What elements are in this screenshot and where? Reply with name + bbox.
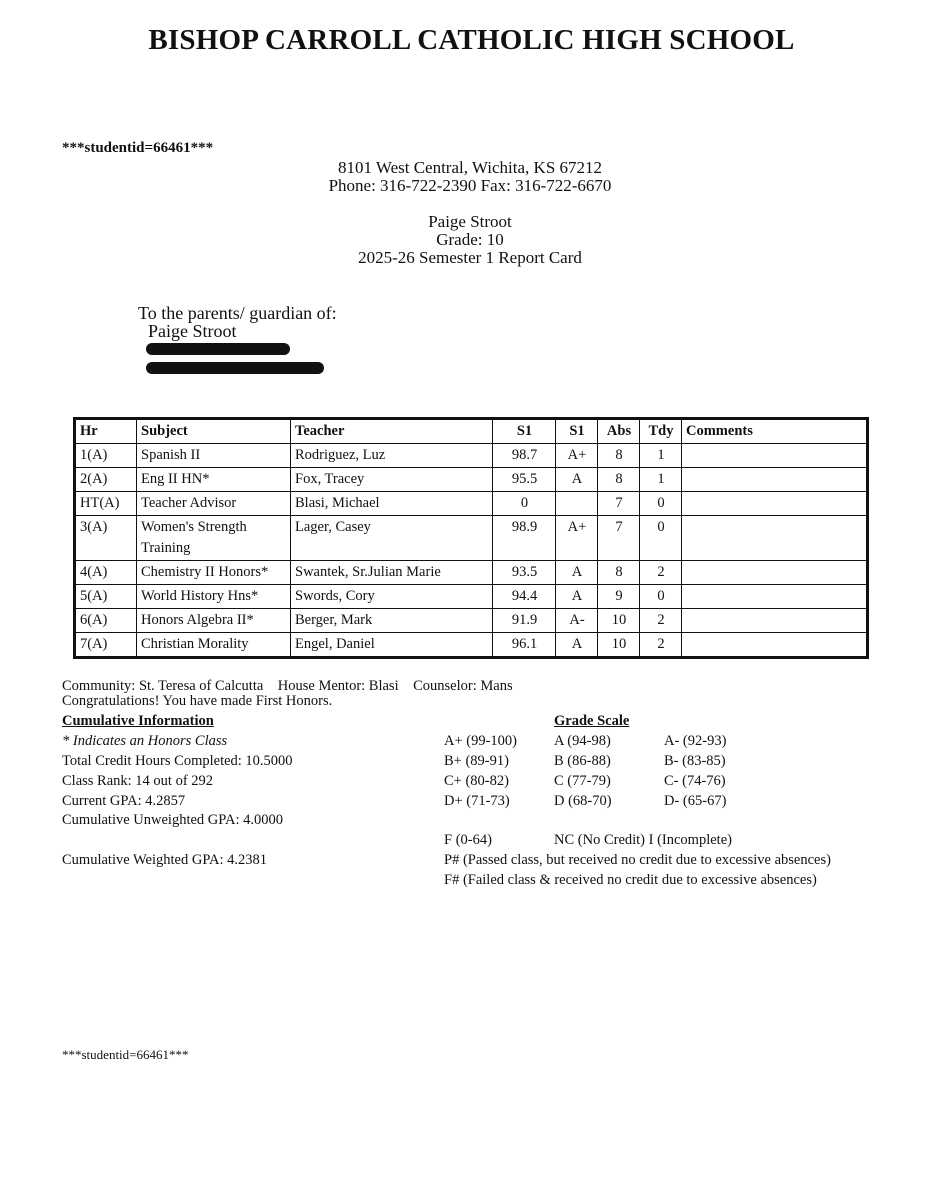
cell-letter: A xyxy=(556,633,598,658)
scale-cell: C+ (80-82) xyxy=(444,773,509,789)
cell-tardies: 2 xyxy=(640,609,682,633)
scale-cell: D+ (71-73) xyxy=(444,793,510,809)
cell-letter: A xyxy=(556,468,598,492)
cell-score: 96.1 xyxy=(493,633,556,658)
cell-comments xyxy=(682,585,868,609)
scale-cell: B+ (89-91) xyxy=(444,753,509,769)
cell-score: 0 xyxy=(493,492,556,516)
cell-comments xyxy=(682,561,868,585)
header-s1-letter: S1 xyxy=(556,419,598,444)
table-row xyxy=(75,444,868,468)
cell-score: 98.9 xyxy=(493,516,556,561)
unweighted-gpa: Cumulative Unweighted GPA: 4.0000 xyxy=(62,812,283,828)
honors-congrats: Congratulations! You have made First Honors. xyxy=(62,693,333,709)
cell-subject: Spanish II xyxy=(137,444,291,468)
header-hr: Hr xyxy=(75,419,137,444)
cell-teacher: Rodriguez, Luz xyxy=(291,444,493,468)
scale-cell: A- (92-93) xyxy=(664,733,727,749)
cell-absences: 10 xyxy=(598,633,640,658)
header-subject: Subject xyxy=(137,419,291,444)
credit-hours: Total Credit Hours Completed: 10.5000 xyxy=(62,753,293,769)
cell-hr: 2(A) xyxy=(75,468,137,492)
recipient-heading: To the parents/ guardian of: xyxy=(138,303,337,323)
community-line: Community: St. Teresa of Calcutta House Mentor: Blasi Counselor: Mans xyxy=(62,678,513,694)
header-absences: Abs xyxy=(598,419,640,444)
cell-score: 91.9 xyxy=(493,609,556,633)
cell-letter xyxy=(556,492,598,516)
cell-score: 98.7 xyxy=(493,444,556,468)
grade-scale-heading: Grade Scale xyxy=(554,713,630,729)
cell-absences: 10 xyxy=(598,609,640,633)
cell-score: 95.5 xyxy=(493,468,556,492)
school-name: BISHOP CARROLL CATHOLIC HIGH SCHOOL xyxy=(148,24,795,56)
cell-hr: 3(A) xyxy=(75,516,137,561)
cell-tardies: 0 xyxy=(640,516,682,561)
grades-table xyxy=(73,417,869,659)
cell-absences: 8 xyxy=(598,444,640,468)
cell-tardies: 2 xyxy=(640,561,682,585)
student-name: Paige Stroot xyxy=(428,212,512,231)
table-row xyxy=(75,585,868,609)
cell-teacher: Engel, Daniel xyxy=(291,633,493,658)
cell-teacher: Swords, Cory xyxy=(291,585,493,609)
current-gpa: Current GPA: 4.2857 xyxy=(62,793,186,809)
scale-cell: A+ (99-100) xyxy=(444,733,518,749)
cell-subject: Chemistry II Honors* xyxy=(137,561,291,585)
cell-comments xyxy=(682,609,868,633)
cell-comments xyxy=(682,492,868,516)
cell-hr: HT(A) xyxy=(75,492,137,516)
cell-subject: Christian Morality xyxy=(137,633,291,658)
cell-letter: A+ xyxy=(556,516,598,561)
table-row xyxy=(75,468,868,492)
address-line-1: 8101 West Central, Wichita, KS 67212 xyxy=(337,158,603,177)
scale-cell: B (86-88) xyxy=(554,753,611,769)
report-term: 2025-26 Semester 1 Report Card xyxy=(358,248,582,267)
header-teacher: Teacher xyxy=(291,419,493,444)
cell-subject: World History Hns* xyxy=(137,585,291,609)
student-grade: Grade: 10 xyxy=(436,230,504,249)
cell-teacher: Blasi, Michael xyxy=(291,492,493,516)
student-id-top: ***studentid=66461*** xyxy=(62,140,214,156)
cell-letter: A xyxy=(556,561,598,585)
cell-subject: Honors Algebra II* xyxy=(137,609,291,633)
cell-letter: A- xyxy=(556,609,598,633)
cell-absences: 8 xyxy=(598,468,640,492)
scale-f-hash: F# (Failed class & received no credit due to excessive absences) xyxy=(444,872,817,888)
recipient-block xyxy=(138,304,337,340)
scale-cell: C (77-79) xyxy=(554,773,611,789)
cell-comments xyxy=(682,444,868,468)
scale-nc-incomplete: NC (No Credit) I (Incomplete) xyxy=(554,832,732,848)
address-phone-fax: Phone: 316-722-2390 Fax: 316-722-6670 xyxy=(328,176,612,195)
header-s1-score: S1 xyxy=(493,419,556,444)
cell-comments xyxy=(682,633,868,658)
cell-hr: 5(A) xyxy=(75,585,137,609)
header-tardies: Tdy xyxy=(640,419,682,444)
scale-cell: B- (83-85) xyxy=(664,753,726,769)
cell-hr: 1(A) xyxy=(75,444,137,468)
scale-cell: D- (65-67) xyxy=(664,793,727,809)
student-id-bottom: ***studentid=66461*** xyxy=(62,1047,189,1062)
cell-letter: A+ xyxy=(556,444,598,468)
redacted-address-line-1 xyxy=(146,343,290,355)
cell-score: 93.5 xyxy=(493,561,556,585)
redacted-address-line-2 xyxy=(146,362,324,374)
recipient-name: Paige Stroot xyxy=(148,321,237,341)
cell-comments xyxy=(682,468,868,492)
cell-comments xyxy=(682,516,868,561)
cell-hr: 4(A) xyxy=(75,561,137,585)
cell-hr: 6(A) xyxy=(75,609,137,633)
header-comments: Comments xyxy=(682,419,868,444)
table-row xyxy=(75,633,868,658)
cell-subject: Eng II HN* xyxy=(137,468,291,492)
cell-tardies: 2 xyxy=(640,633,682,658)
honors-note: * Indicates an Honors Class xyxy=(62,733,228,749)
cell-teacher: Swantek, Sr.Julian Marie xyxy=(291,561,493,585)
cell-absences: 7 xyxy=(598,492,640,516)
cell-score: 94.4 xyxy=(493,585,556,609)
scale-cell: D (68-70) xyxy=(554,793,612,809)
table-header-row xyxy=(75,419,868,444)
school-address xyxy=(230,159,710,195)
table-row xyxy=(75,492,868,516)
cell-tardies: 0 xyxy=(640,492,682,516)
cell-teacher: Lager, Casey xyxy=(291,516,493,561)
cell-hr: 7(A) xyxy=(75,633,137,658)
cumulative-heading: Cumulative Information xyxy=(62,713,214,729)
cell-teacher: Fox, Tracey xyxy=(291,468,493,492)
cell-letter: A xyxy=(556,585,598,609)
cell-tardies: 1 xyxy=(640,444,682,468)
cell-absences: 9 xyxy=(598,585,640,609)
table-row xyxy=(75,516,868,561)
scale-cell: C- (74-76) xyxy=(664,773,726,789)
cell-teacher: Berger, Mark xyxy=(291,609,493,633)
scale-cell: A (94-98) xyxy=(554,733,611,749)
table-row xyxy=(75,561,868,585)
cell-subject: Teacher Advisor xyxy=(137,492,291,516)
weighted-gpa: Cumulative Weighted GPA: 4.2381 xyxy=(62,852,268,868)
report-header xyxy=(230,213,710,267)
cell-tardies: 0 xyxy=(640,585,682,609)
class-rank: Class Rank: 14 out of 292 xyxy=(62,773,214,789)
cell-tardies: 1 xyxy=(640,468,682,492)
scale-f: F (0-64) xyxy=(444,832,492,848)
cell-subject: Women's Strength Training xyxy=(137,516,291,561)
cell-absences: 7 xyxy=(598,516,640,561)
cell-absences: 8 xyxy=(598,561,640,585)
scale-p-hash: P# (Passed class, but received no credit due to excessive absences) xyxy=(444,852,831,868)
table-row xyxy=(75,609,868,633)
